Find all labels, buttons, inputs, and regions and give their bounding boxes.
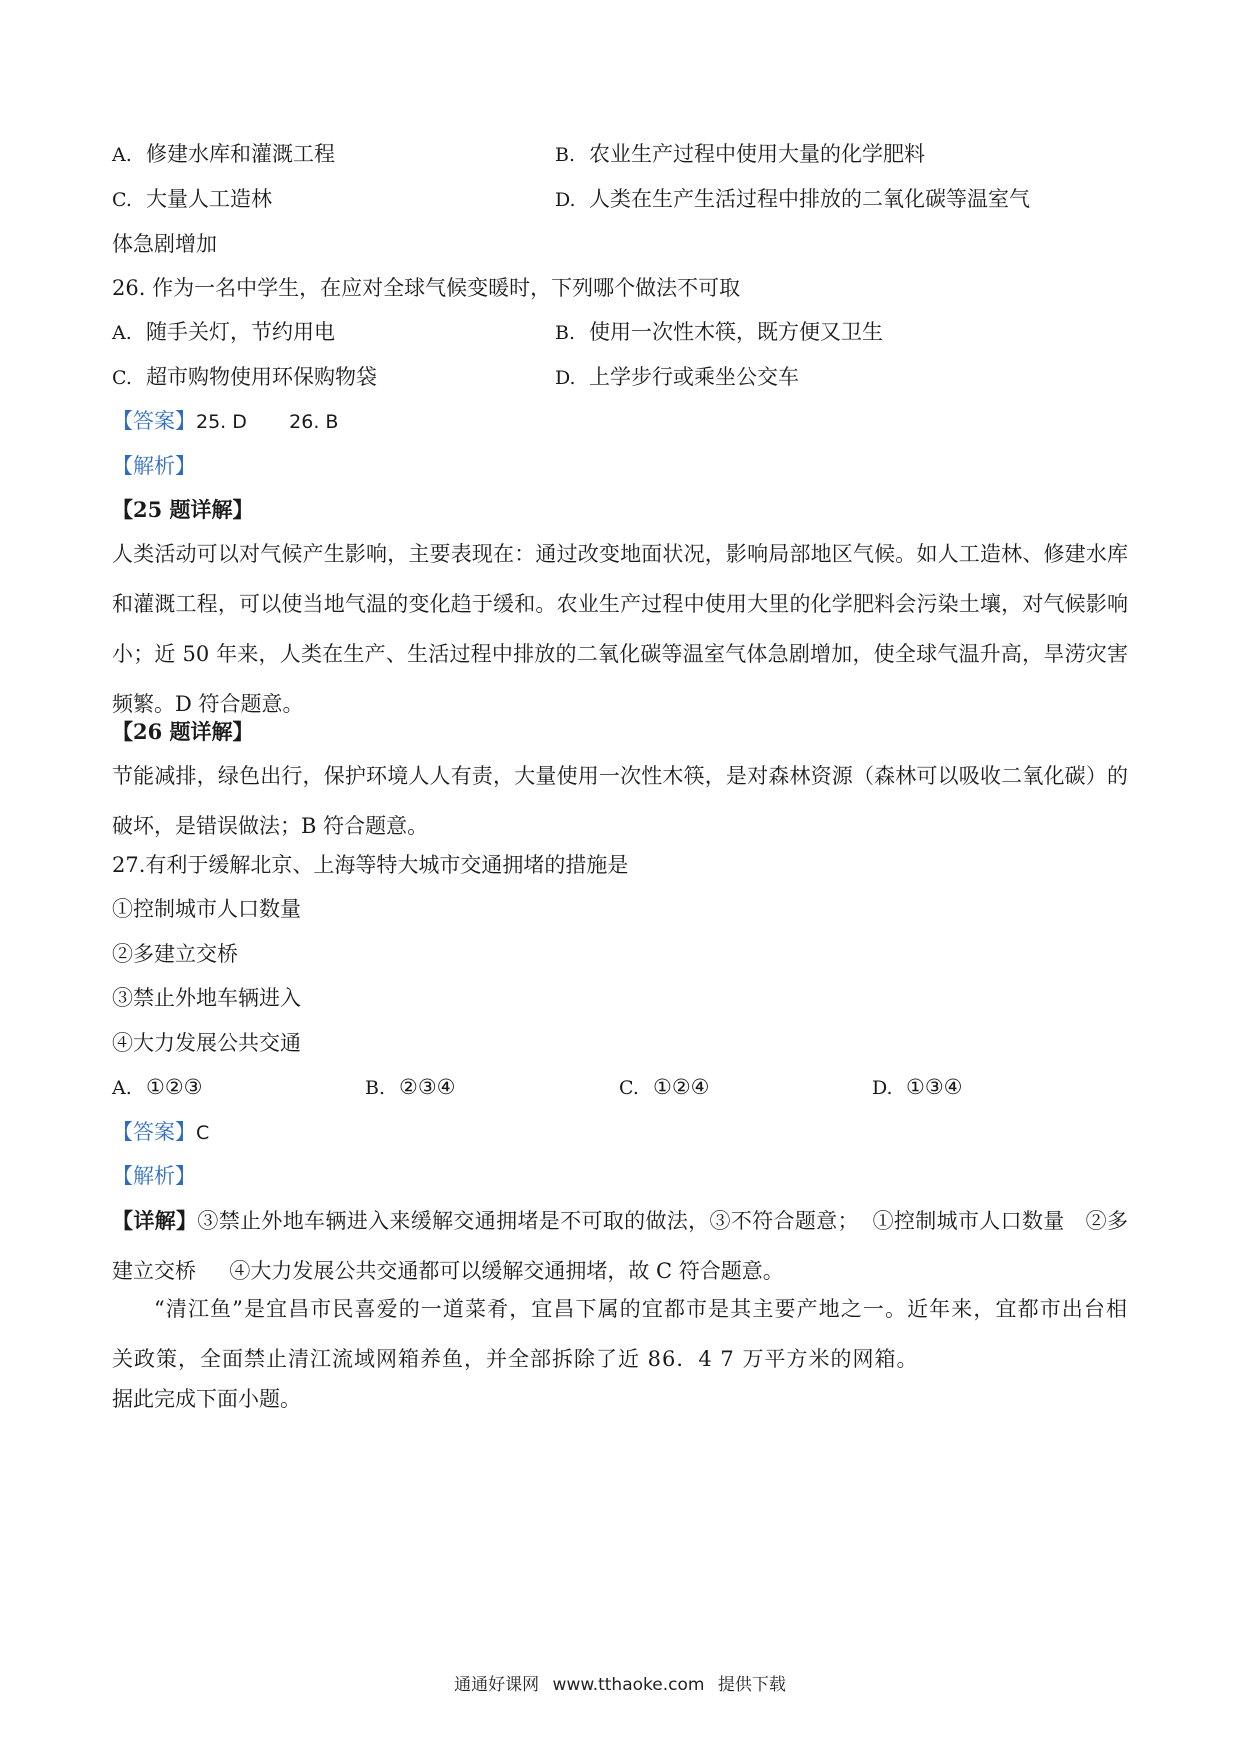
q26-option-c <box>112 362 377 393</box>
q26-options-row-2 <box>112 362 1132 392</box>
q26-options-row-1 <box>112 317 1132 347</box>
passage-text: “清江鱼”是宜昌市民喜爱的一道菜肴，宜昌下属的宜都市是其主要产地之一。近年来，宜都市出台相关政策，全面禁止清江流域网箱养鱼，并全部拆除了近 86．4 7 万平方米的网箱。 <box>112 1297 1128 1371</box>
option-text: ①②④ <box>653 1075 710 1099</box>
answer-label: 【答案】 <box>112 409 196 433</box>
option-text: ①③④ <box>906 1075 963 1099</box>
option-text: 大量人工造林 <box>146 187 272 211</box>
option-text: ①②③ <box>146 1075 203 1099</box>
q25-option-c <box>112 184 272 215</box>
option-text: 修建水库和灌溉工程 <box>146 142 335 166</box>
q26-option-a <box>112 317 335 348</box>
footer-url[interactable]: www.tthaoke.com <box>552 1675 705 1695</box>
option-letter: A. <box>112 144 132 166</box>
option-text: 随手关灯，节约用电 <box>146 320 335 344</box>
q27-item-1: ①控制城市人口数量 <box>112 897 301 921</box>
q25-option-b <box>555 139 925 170</box>
q26-stem: 26. 作为一名中学生，在应对全球气候变暖时，下列哪个做法不可取 <box>112 276 741 300</box>
q25-options-row-1 <box>112 139 1132 169</box>
answer-text: C <box>196 1122 210 1144</box>
answer-label: 【答案】 <box>112 1120 196 1144</box>
q27-option-b <box>365 1072 455 1103</box>
analysis-label-1: 【解析】 <box>112 454 196 478</box>
option-text: 上学步行或乘坐公交车 <box>589 365 799 389</box>
option-text: 超市购物使用环保购物袋 <box>146 365 377 389</box>
q25-option-d-continued: 体急剧增加 <box>112 232 217 256</box>
answer-block-1 <box>112 406 338 437</box>
q26-option-d <box>555 362 799 393</box>
passage-instruction: 据此完成下面小题。 <box>112 1387 301 1411</box>
detail27-text: ③禁止外地车辆进入来缓解交通拥堵是不可取的做法，③不符合题意； ①控制城市人口数量 ②多建立交桥 ④大力发展公共交通都可以缓解交通拥堵，故 C 符合题意。 <box>112 1209 1128 1283</box>
detail26-label: 【26 题详解】 <box>112 719 254 744</box>
answer-text: 25. D 26. B <box>196 411 339 433</box>
footer-note: 提供下载 <box>717 1675 786 1695</box>
option-letter: C. <box>112 189 132 211</box>
q25-options-row-2 <box>112 184 1132 214</box>
q26-option-b <box>555 317 883 348</box>
q27-option-d <box>872 1072 962 1103</box>
detail27-block <box>112 1196 1128 1296</box>
option-text: 人类在生产生活过程中排放的二氧化碳等温室气 <box>589 187 1030 211</box>
answer-block-2 <box>112 1117 209 1148</box>
q27-option-a <box>112 1072 202 1103</box>
detail26-text: 节能减排，绿色出行，保护环境人人有责，大量使用一次性木筷，是对森林资源（森林可以吸收二氧化碳）的破坏，是错误做法；B 符合题意。 <box>112 764 1128 838</box>
option-letter: A. <box>112 322 132 344</box>
option-text: ②③④ <box>399 1075 456 1099</box>
analysis-label-2: 【解析】 <box>112 1164 196 1188</box>
option-text: 农业生产过程中使用大量的化学肥料 <box>589 142 925 166</box>
q27-option-c <box>619 1072 709 1103</box>
page-footer <box>0 1670 1240 1695</box>
q27-item-2: ②多建立交桥 <box>112 942 238 966</box>
q27-options-row <box>112 1072 1132 1102</box>
option-letter: B. <box>555 144 576 166</box>
detail25-text: 人类活动可以对气候产生影响，主要表现在：通过改变地面状况，影响局部地区气候。如人工造林、修建水库和灌溉工程，可以使当地气温的变化趋于缓和。农业生产过程中使用大里的化学肥料会污染土壤，对气候影响小；近 50 年来，人类在生产、生活过程中排放的二氧化碳等温室气体急剧增加，使全球气温升高，旱涝灾害频繁。D 符合题意。 <box>112 542 1128 716</box>
q25-option-a <box>112 139 335 170</box>
q27-item-4: ④大力发展公共交通 <box>112 1031 301 1055</box>
q27-stem: 27.有利于缓解北京、上海等特大城市交通拥堵的措施是 <box>112 853 629 877</box>
detail25-label: 【25 题详解】 <box>112 497 254 522</box>
option-letter: A. <box>112 1077 132 1099</box>
option-letter: C. <box>619 1077 639 1099</box>
q25-option-d <box>555 184 1030 215</box>
detail27-label: 【详解】 <box>112 1208 198 1233</box>
option-letter: C. <box>112 367 132 389</box>
q27-item-3: ③禁止外地车辆进入 <box>112 986 301 1010</box>
option-letter: D. <box>555 367 576 389</box>
option-letter: B. <box>365 1077 386 1099</box>
option-letter: D. <box>555 189 576 211</box>
option-text: 使用一次性木筷，既方便又卫生 <box>589 320 883 344</box>
option-letter: D. <box>872 1077 893 1099</box>
footer-site-name: 通通好课网 <box>454 1675 540 1695</box>
option-letter: B. <box>555 322 576 344</box>
